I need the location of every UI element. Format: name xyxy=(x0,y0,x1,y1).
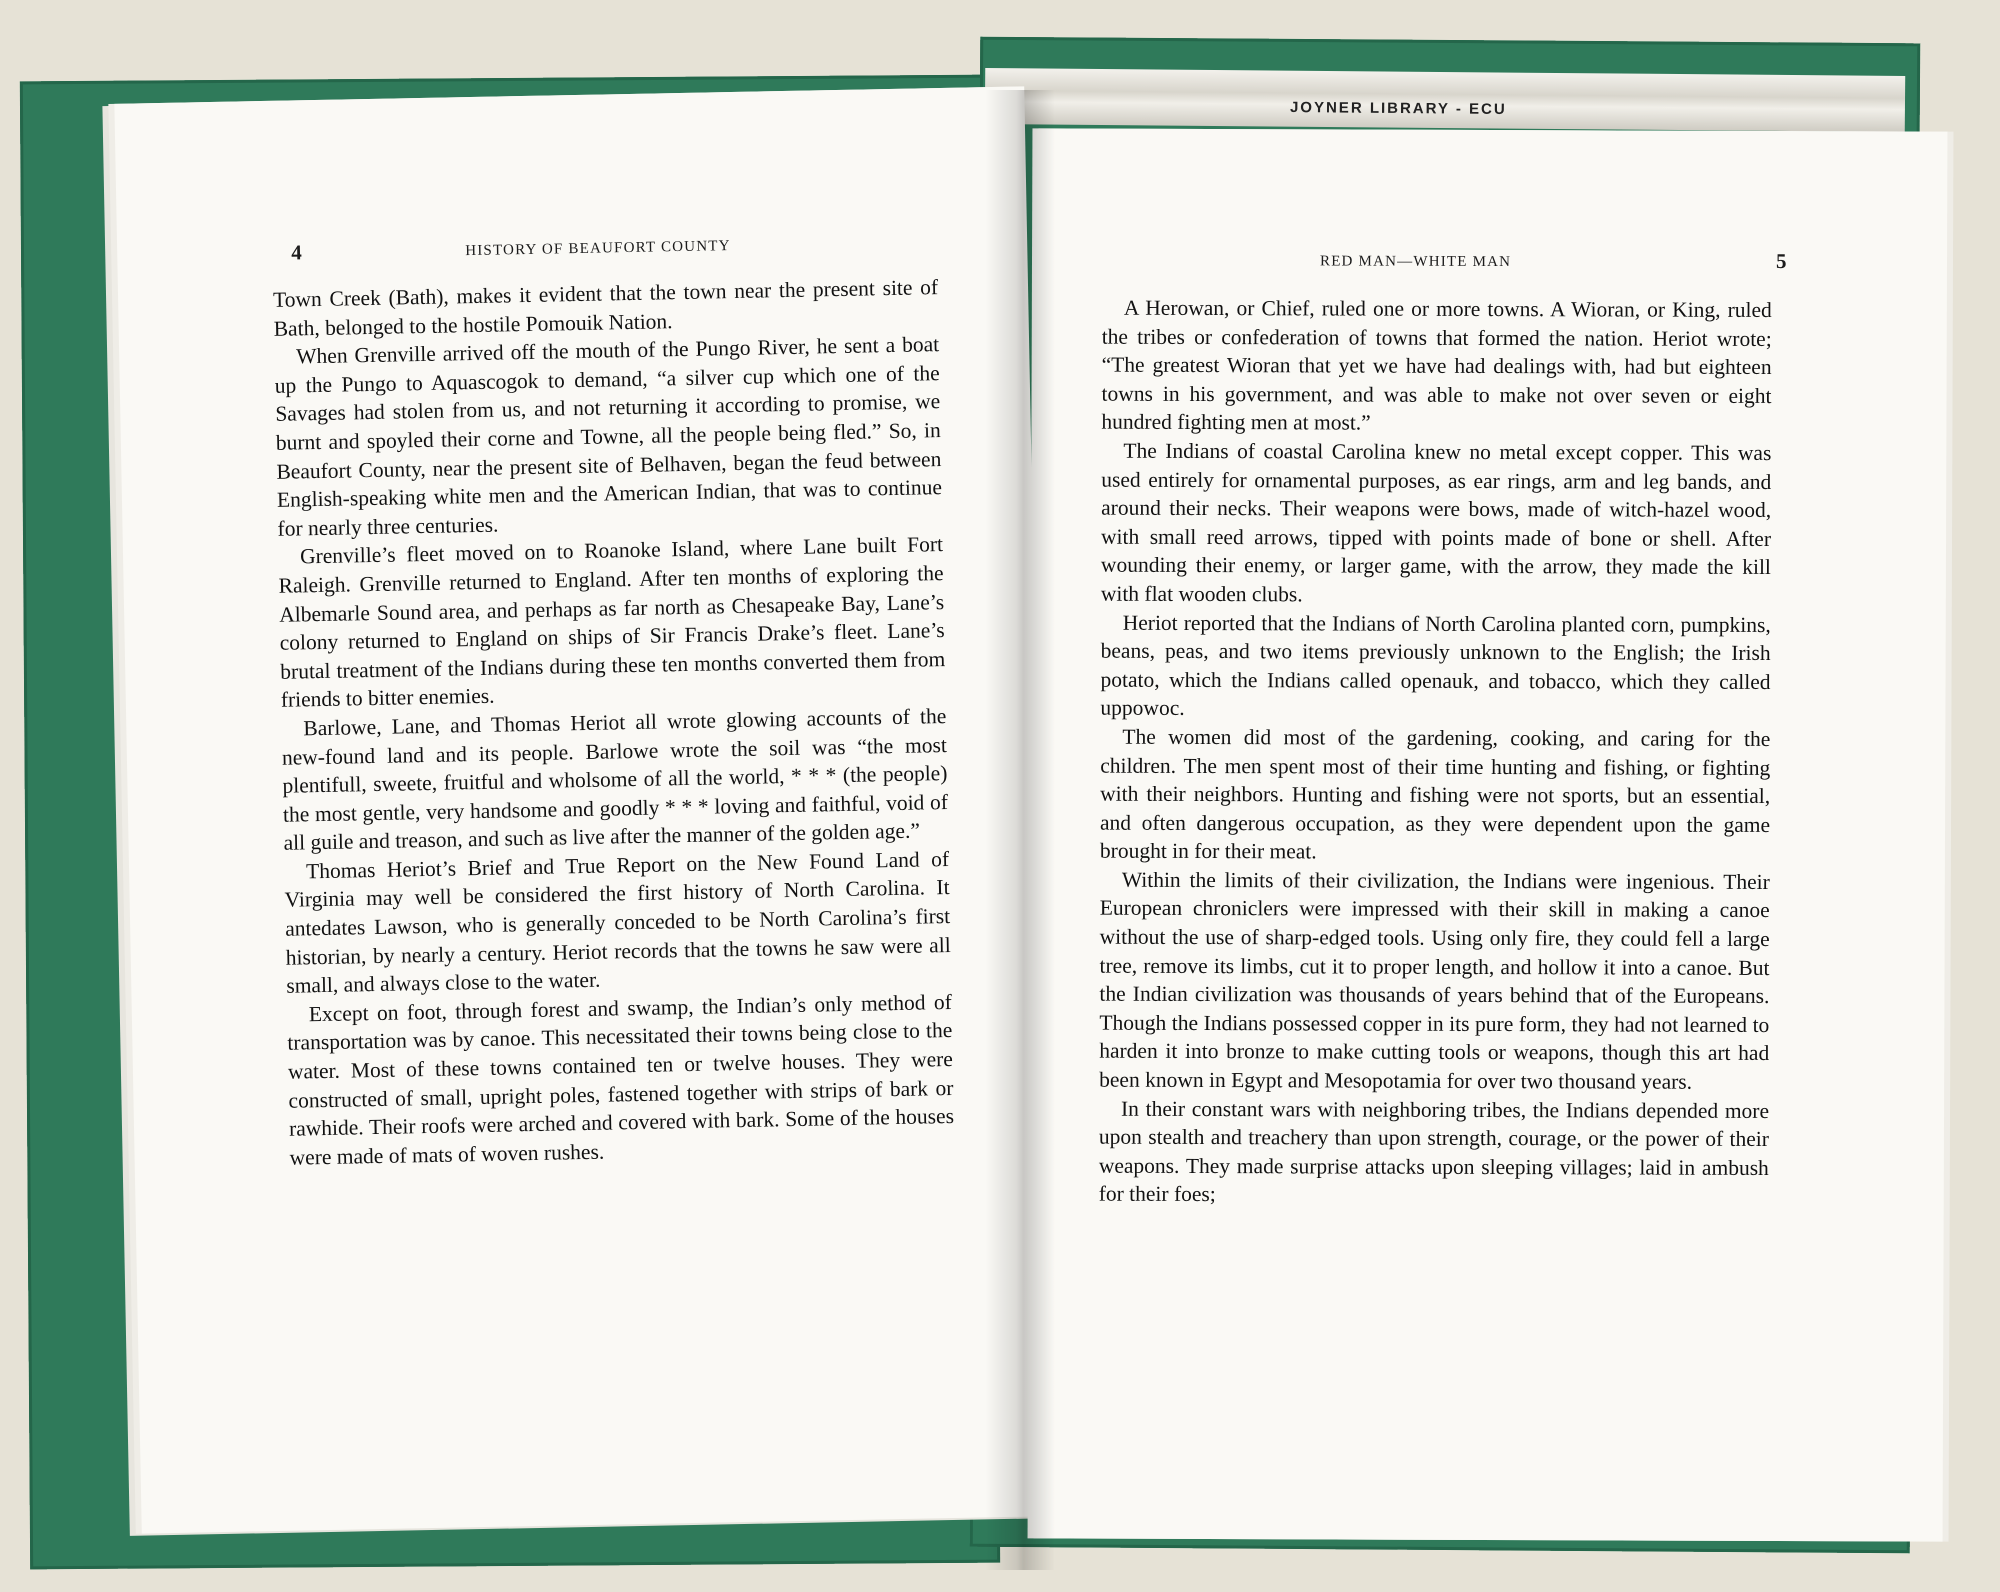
right-body-text xyxy=(1099,294,1772,1211)
paragraph: A Herowan, or Chief, ruled one or more towns. A Wioran, or King, ruled the tribes or confederation of towns that formed the nation. Heriot wrote; “The greatest Wioran that yet we have had dealings with, had but eighteen towns in his government, and was able to make not over seven or eight hundred fighting men at most.” xyxy=(1101,295,1772,435)
paragraph: Heriot reported that the Indians of North Carolina planted corn, pumpkins, beans, peas, and two items previously unknown to the English; the Irish potato, which the Indians called openauk, and tobacco, which they called uppowoc. xyxy=(1100,610,1771,721)
left-page-number: 4 xyxy=(291,240,303,265)
paragraph: The women did most of the gardening, cooking, and caring for the children. The men spent most of their time hunting and fishing, or fighting with their neighbors. Hunting and fishing were not sports, but an essential, and often dangerous occupation, as they were dependent upon the game brought in for their meat. xyxy=(1099,724,1771,864)
paragraph: Within the limits of their civilization, the Indians were ingenious. Their European chroniclers were impressed with their skill in making a canoe without the use of sharp-edged tools. Using only fire, they could fell a large tree, remove its limbs, cut it to proper length, and hollow it into a canoe. But the Indian civilization was thousands of years behind that of the Europeans. Though the Indians possessed copper in its pure form, they had not learned to harden it into bronze to make cutting tools or weapons, though this art had been known in Egypt and Mesopotamia for over two thousand years. xyxy=(1099,867,1770,1094)
right-page xyxy=(1028,128,1948,1541)
paragraph: When Grenville arrived off the mouth of the Pungo River, he sent a boat up the Pungo to Aquascogok to demand, “a silver cup which one of the Savages had stolen from us, and not returning it according to promise, we burnt and spoyled their corne and Towne, all the people being fled.” So, in Beaufort County, near the present site of Belhaven, began the feud between English-speaking white men and the American Indian, that was to continue for nearly three centuries. xyxy=(274,332,943,541)
left-page xyxy=(114,86,1051,1533)
paragraph: Grenville’s fleet moved on to Roanoke Island, where Lane built Fort Raleigh. Grenville returned to England. After ten months of exploring the Albemarle Sound area, and perhaps as far north as Chesapeake Bay, Lane’s colony returned to England on ships of Sir Francis Drake’s fleet. Lane’s brutal treatment of the Indians during these ten months converted them from friends to bitter enemies. xyxy=(278,532,946,713)
right-page-number: 5 xyxy=(1775,249,1788,274)
right-running-head xyxy=(1032,246,1947,289)
left-header-title: HISTORY OF BEAUFORT COUNTY xyxy=(465,238,731,260)
paragraph: Town Creek (Bath), makes it evident that the town near the present site of Bath, belonged to the hostile Pomouik Nation. xyxy=(272,275,939,341)
paragraph: Except on foot, through forest and swamp, the Indian’s only method of transportation was by canoe. This necessitated their towns being close to the water. Most of these towns contained ten or twelve houses. They were constructed of small, upright poles, fastened together with strips of bark or rawhide. Their roofs were arched and covered with bark. Some of the houses were made of mats of woven rushes. xyxy=(287,989,955,1170)
library-spine-label: JOYNER LIBRARY - ECU xyxy=(1289,99,1507,118)
paragraph: In their constant wars with neighboring tribes, the Indians depended more upon stealth and treachery than upon strength, courage, or the power of their weapons. They made surprise attacks upon sleeping villages; laid in ambush for their foes; xyxy=(1098,1096,1770,1207)
book-gutter-shadow xyxy=(985,90,1055,1570)
paragraph: Barlowe, Lane, and Thomas Heriot all wrote glowing accounts of the new-found land and its people. Barlowe wrote the soil was “the most plentifull, sweete, fruitful and wholsome of all the world, * * * (the people) the most gentle, very handsome and goodly * * * loving and faithful, void of all guile and treason, and such as live after the manner of the golden age.” xyxy=(281,703,949,856)
paragraph: The Indians of coastal Carolina knew no metal except copper. This was used entirely for ornamental purposes, as ear rings, arm and leg bands, and around their necks. Their weapons were bows, made of witch-hazel wood, with small reed arrows, tipped with points made of bone or shell. After wounding their enemy, or larger game, with the arrow, they made the kill with flat wooden clubs. xyxy=(1100,438,1772,607)
paragraph: Thomas Heriot’s Brief and True Report on the New Found Land of Virginia may well be considered the first history of North Carolina. It antedates Lawson, who is generally conceded to be North Carolina’s first historian, by nearly a century. Heriot records that the towns he saw were all small, and always close to the water. xyxy=(284,846,951,998)
left-body-text xyxy=(273,273,955,1172)
right-header-title: RED MAN—WHITE MAN xyxy=(1319,253,1512,271)
